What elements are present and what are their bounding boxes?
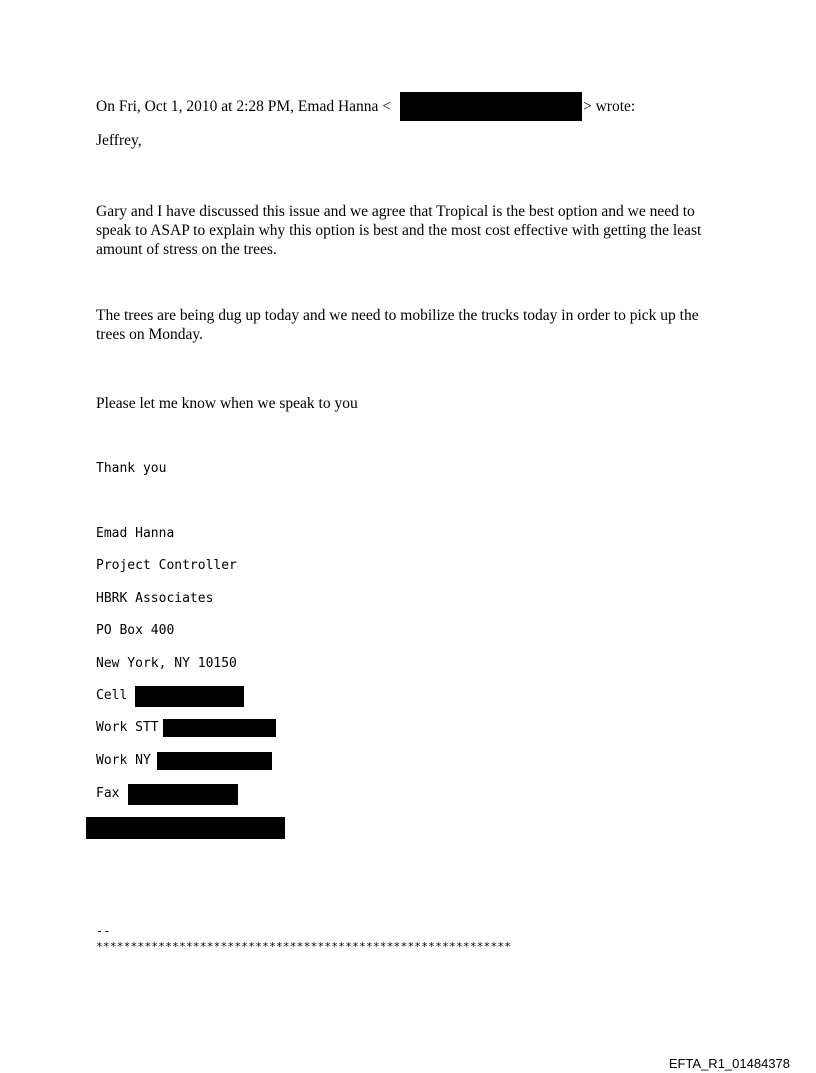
separator-dashes: -- bbox=[96, 924, 111, 938]
signature-fax-label: Fax bbox=[96, 786, 120, 801]
redacted-cell-number bbox=[135, 686, 244, 707]
signature-work-ny-label: Work NY bbox=[96, 753, 151, 768]
email-header bbox=[96, 97, 391, 116]
signature-cell-label: Cell bbox=[96, 688, 128, 703]
email-header-suffix: > wrote: bbox=[583, 98, 636, 115]
separator-stars: ************************************************************ bbox=[96, 940, 512, 953]
email-paragraph-3: Please let me know when we speak to you bbox=[96, 395, 358, 412]
signature-city: New York, NY 10150 bbox=[96, 656, 237, 671]
signature-name: Emad Hanna bbox=[96, 526, 175, 541]
email-paragraph-1: Gary and I have discussed this issue and we agree that Tropical is the best option and we need to speak to ASAP to explain why this option is best and the most cost effective with getting the least amount of stress on the trees. bbox=[96, 203, 702, 258]
redacted-signature-line bbox=[86, 817, 285, 839]
signature-work-stt-label: Work STT bbox=[96, 720, 159, 735]
redacted-email-address bbox=[400, 92, 582, 121]
redacted-fax-number bbox=[128, 784, 238, 805]
document-id: EFTA_R1_01484378 bbox=[668, 1056, 790, 1071]
signature-po-box: PO Box 400 bbox=[96, 623, 175, 638]
signature-title: Project Controller bbox=[96, 558, 237, 573]
email-closing: Thank you bbox=[96, 461, 167, 476]
redacted-work-ny-number bbox=[157, 752, 272, 770]
redacted-work-stt-number bbox=[163, 719, 276, 737]
signature-company: HBRK Associates bbox=[96, 591, 214, 606]
email-header-prefix: On Fri, Oct 1, 2010 at 2:28 PM, Emad Hanna < bbox=[96, 98, 392, 115]
email-greeting: Jeffrey, bbox=[96, 132, 142, 149]
email-paragraph-2: The trees are being dug up today and we need to mobilize the trucks today in order to pick up the trees on Monday. bbox=[96, 307, 699, 343]
